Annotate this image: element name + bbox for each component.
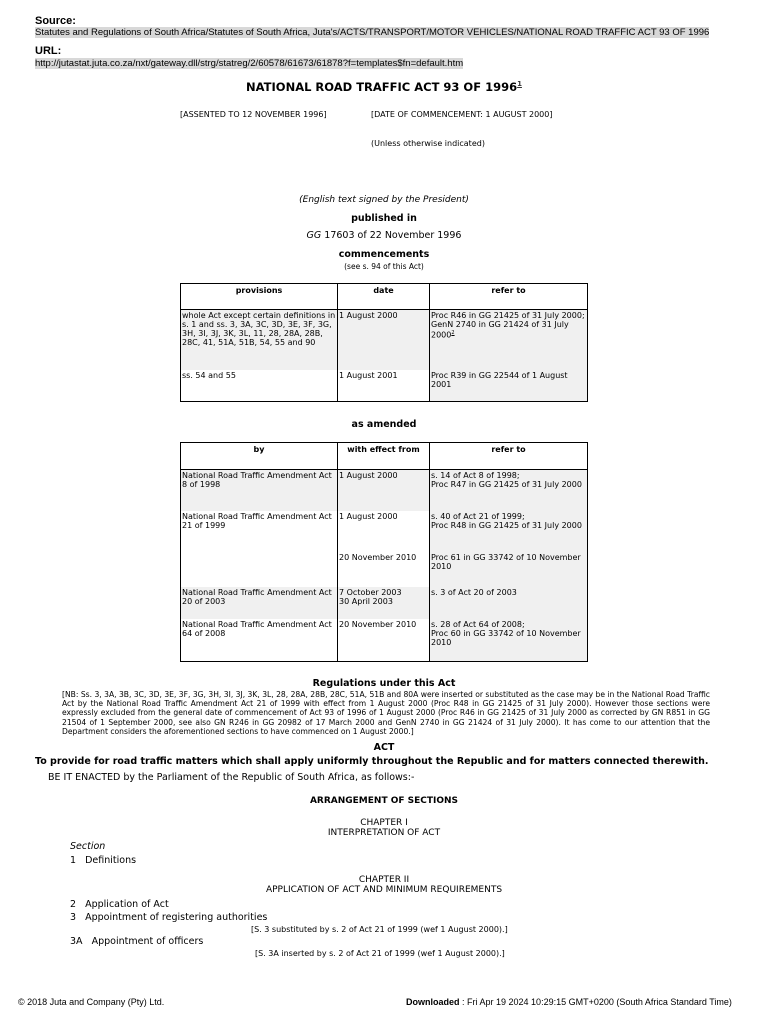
toc-entry[interactable]: 3 Appointment of registering authorities: [70, 912, 268, 923]
chapter-1-title: INTERPRETATION OF ACT: [327, 828, 441, 838]
table-row: [181, 511, 588, 552]
commencements-label: commencements: [338, 249, 430, 260]
copyright: © 2018 Juta and Company (Pty) Ltd.: [18, 997, 165, 1007]
act-label: ACT: [373, 742, 395, 753]
table-row: [181, 470, 588, 511]
assented-date: [ASSENTED TO 12 NOVEMBER 1996]: [180, 110, 327, 119]
refer-cell: s. 40 of Act 21 of 1999; Proc R48 in GG 21425 of 31 July 2000: [430, 511, 588, 552]
column-header: with effect from: [338, 443, 430, 470]
regulations-label: Regulations under this Act: [312, 678, 456, 689]
chapter-2-number: CHAPTER II: [358, 875, 410, 885]
table-row: [181, 552, 588, 587]
url-label: URL:: [35, 45, 62, 57]
by-cell: [181, 552, 338, 587]
amendments-table: [180, 442, 588, 662]
amendment-note: [S. 3 substituted by s. 2 of Act 21 of 1999 (wef 1 August 2000).]: [251, 925, 508, 934]
by-cell: National Road Traffic Amendment Act 21 of 1999: [182, 511, 332, 530]
chapter-1-number: CHAPTER I: [360, 818, 408, 828]
date-cell: 1 August 2000: [338, 470, 430, 511]
footnote-link[interactable]: 2: [451, 330, 455, 336]
date-cell: 20 November 2010: [338, 619, 430, 662]
enactment-clause: BE IT ENACTED by the Parliament of the Republic of South Africa, as follows:-: [48, 772, 415, 783]
arrangement-label: ARRANGEMENT OF SECTIONS: [309, 796, 459, 806]
provisions-cell: ss. 54 and 55: [182, 370, 236, 380]
date-cell: 1 August 2000: [338, 310, 430, 370]
column-header: date: [338, 284, 430, 310]
table-row: [181, 587, 588, 619]
table-row: [181, 310, 588, 370]
page-title: NATIONAL ROAD TRAFFIC ACT 93 OF 1996$^1$: [246, 80, 522, 94]
published-in-label: published in: [351, 213, 417, 224]
by-cell: National Road Traffic Amendment Act 64 of 2008: [182, 619, 332, 638]
date-cell: 1 August 2001: [338, 370, 430, 402]
date-cell: 1 August 2000: [338, 511, 430, 552]
refer-cell: s. 28 of Act 64 of 2008; Proc 60 in GG 33742 of 10 November 2010: [430, 619, 588, 662]
date-cell: 20 November 2010: [338, 552, 430, 587]
source-path: Statutes and Regulations of South Africa/Statutes of South Africa, Juta's/ACTS/TRANSPORT/MOTOR VEHICLES/NATIONAL ROAD TRAFFIC ACT 93 OF 1996: [35, 27, 710, 38]
download-info: Downloaded : Fri Apr 19 2024 10:29:15 GMT+0200 (South Africa Standard Time): [406, 997, 732, 1007]
commencements-table: [180, 283, 588, 402]
commencement-date: [DATE OF COMMENCEMENT: 1 AUGUST 2000]: [371, 110, 553, 119]
source-label: Source:: [35, 15, 76, 27]
refer-cell: s. 14 of Act 8 of 1998; Proc R47 in GG 21425 of 31 July 2000: [430, 470, 588, 511]
title-footnote[interactable]: 1: [517, 80, 522, 89]
english-text-note: (English text signed by the President): [299, 195, 469, 205]
gazette-reference: GG 17603 of 22 November 1996: [306, 230, 462, 241]
column-header: by: [181, 443, 338, 470]
unless-note: (Unless otherwise indicated): [371, 139, 485, 148]
date-cell: 7 October 2003 30 April 2003: [338, 587, 430, 619]
commencements-note: (see s. 94 of this Act): [344, 262, 424, 271]
table-row: [181, 370, 588, 402]
toc-entry[interactable]: 1 Definitions: [70, 855, 137, 866]
section-heading: Section: [70, 841, 106, 852]
column-header: refer to: [430, 284, 588, 310]
refer-cell: Proc R46 in GG 21425 of 31 July 2000; GenN 2740 in GG 21424 of 31 July 2000$^2$: [430, 310, 588, 370]
table-row: [181, 619, 588, 662]
as-amended-label: as amended: [351, 419, 417, 430]
amendment-note: [S. 3A inserted by s. 2 of Act 21 of 1999 (wef 1 August 2000).]: [255, 949, 505, 958]
toc-entry[interactable]: 2 Application of Act: [70, 899, 169, 910]
column-header: provisions: [181, 284, 338, 310]
toc-entry[interactable]: 3A Appointment of officers: [70, 936, 204, 947]
act-purpose: To provide for road traffic matters which shall apply uniformly throughout the Republic and for matters connected therewith.: [35, 756, 709, 767]
by-cell: National Road Traffic Amendment Act 8 of 1998: [181, 470, 338, 511]
chapter-2-title: APPLICATION OF ACT AND MINIMUM REQUIREMENTS: [265, 885, 503, 895]
refer-cell: Proc R39 in GG 22544 of 1 August 2001: [430, 370, 588, 402]
provisions-cell: whole Act except certain definitions in s. 1 and ss. 3, 3A, 3C, 3D, 3E, 3F, 3G, 3H, 3I, 3J, 3K, 3L, 11, 28, 28A, 28B, 28C, 41, 51A, 51B, 54, 55 and 90: [181, 310, 338, 370]
nb-note: [NB: Ss. 3, 3A, 3B, 3C, 3D, 3E, 3F, 3G, 3H, 3I, 3J, 3K, 3L, 28, 28A, 28B, 28C, 51A, 51B and 80A were inserted or substituted as the case may be in the National Road Traffic Act by the National Road Traffic Amendment Act 21 of 1999 with effect from 1 August 2000 (Proc R48 in GG 21425 of 31 July 2000). However those sections were expressly excluded from the general date of commencement of Act 93 of 1996 of 1 August 2000 (Proc R46 in GG 21425 of 31 July 2000 as corrected by GN R851 in GG 21504 of 1 September 2000, see also GN R246 in GG 20982 of 17 March 2000 and GenN 2740 in GG 21424 of 31 July 2000). It has come to our attention that the Department considers the aforementioned sections to have commenced on 1 August 2000.]: [62, 690, 710, 736]
column-header: refer to: [430, 443, 588, 470]
refer-cell: s. 3 of Act 20 of 2003: [430, 587, 588, 619]
source-url[interactable]: http://jutastat.juta.co.za/nxt/gateway.dll/strg/statreg/2/60578/61673/61878?f=templates$fn=default.htm: [35, 58, 464, 69]
by-cell: National Road Traffic Amendment Act 20 of 2003: [181, 587, 338, 619]
refer-cell: Proc 61 in GG 33742 of 10 November 2010: [430, 552, 588, 587]
